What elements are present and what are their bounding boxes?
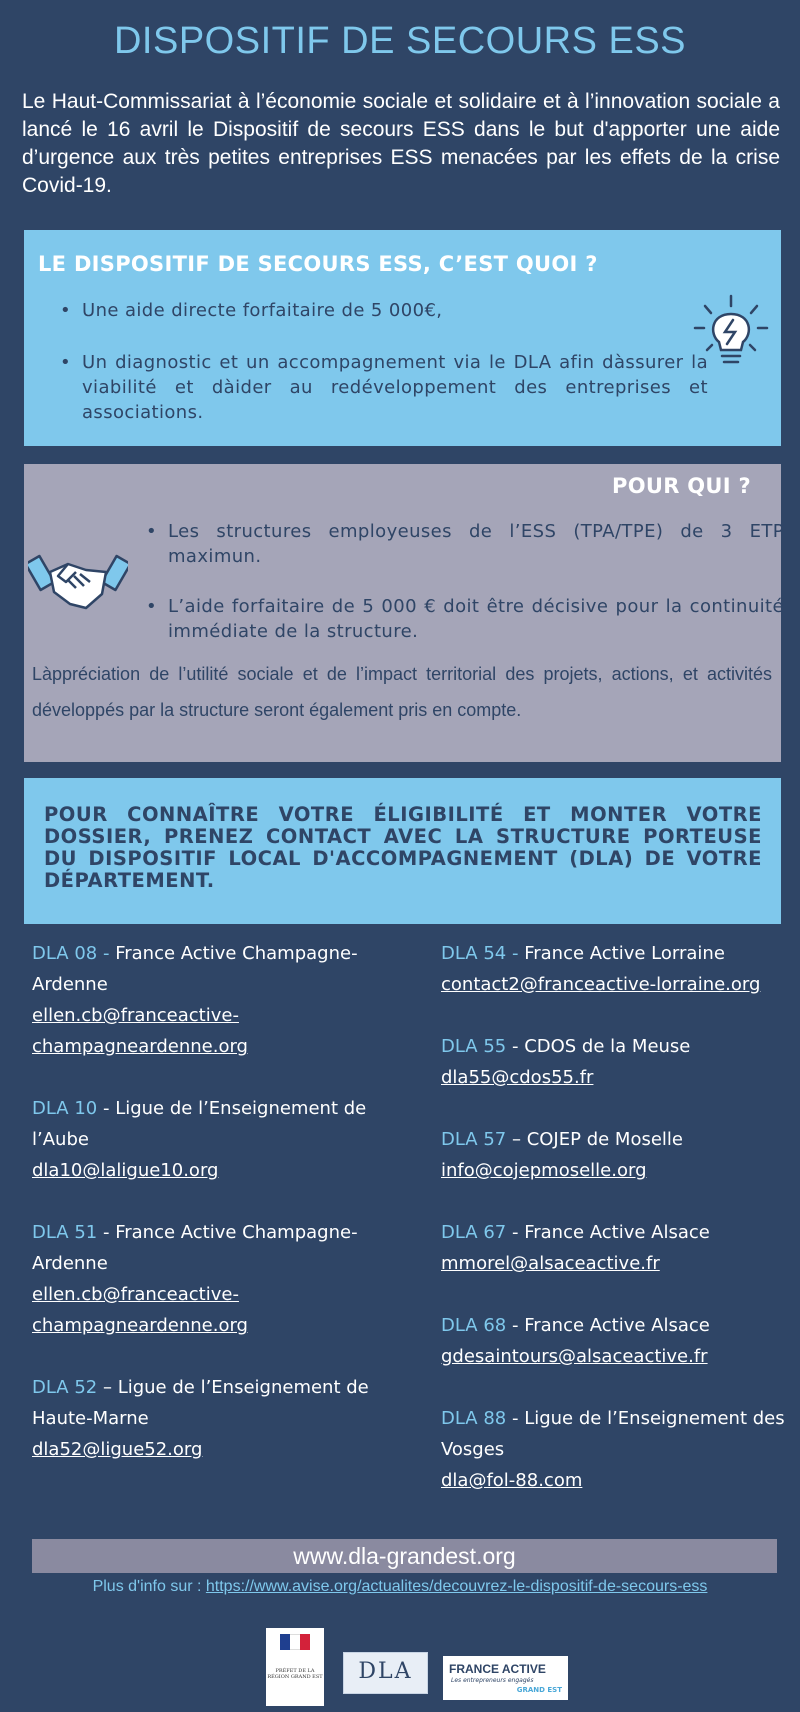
who-section [24, 464, 784, 762]
dla-name: – COJEP de Moselle [506, 1129, 683, 1150]
dla-code: DLA 67 [441, 1222, 507, 1243]
handshake-icon [28, 542, 128, 622]
dla-code: DLA 55 [441, 1036, 507, 1057]
email-link[interactable]: info@cojepmoselle.org [441, 1160, 647, 1181]
dla-code: DLA 88 [441, 1408, 507, 1429]
dla-name: – Ligue de l’Enseignement de Haute-Marne [32, 1377, 369, 1429]
what-bullet-2: • Un diagnostic et un accompagnement via le DLA afin dàssurer la viabilité et dàider au redéveloppement des entreprises et associations. [58, 350, 708, 425]
who-paragraph: Làppréciation de l’utilité sociale et de l’impact territorial des projets, actions, et activités développés par la structure seront également pris en compte. [32, 664, 772, 720]
email-link[interactable]: ellen.cb@franceactive-champagneardenne.org [32, 1005, 248, 1057]
cta-section [24, 778, 781, 924]
what-bullet-1: • Une aide directe forfaitaire de 5 000€, [58, 298, 708, 323]
dla-logo [343, 1652, 428, 1694]
email-link[interactable]: dla10@laligue10.org [32, 1160, 219, 1181]
france-active-logo [443, 1656, 568, 1700]
dla-name: - Ligue de l’Enseignement des Vosges [441, 1408, 785, 1460]
dla-code: DLA 68 [441, 1315, 507, 1336]
dla-name: - Ligue de l’Enseignement de l’Aube [32, 1098, 367, 1150]
email-link[interactable]: dla@fol-88.com [441, 1470, 583, 1491]
french-flag-icon [280, 1634, 310, 1650]
website-link[interactable]: www.dla-grandest.org [32, 1539, 777, 1573]
more-info [0, 1578, 800, 1596]
fa-region: GRAND EST [516, 1686, 562, 1694]
cta-text: POUR CONNAÎTRE VOTRE ÉLIGIBILITÉ ET MONTER VOTRE DOSSIER, PRENEZ CONTACT AVEC LA STRUCTURE PORTEUSE DU DISPOSITIF LOCAL D'ACCOMPAGNEMENT (DLA) DE VOTRE DÉPARTEMENT. [44, 803, 762, 892]
contact-entry [441, 1217, 791, 1279]
dla-code: DLA 54 - [441, 943, 519, 964]
email-link[interactable]: dla55@cdos55.fr [441, 1067, 594, 1088]
contact-entry [32, 1372, 402, 1465]
dla-logo-text: DLA [358, 1659, 413, 1684]
what-section [24, 230, 781, 446]
lightbulb-icon [691, 294, 771, 374]
who-bullet-2: • L’aide forfaitaire de 5 000 € doit être décisive pour la continuité immédiate de la structure. [144, 594, 784, 644]
contact-entry [441, 1310, 791, 1372]
dla-code: DLA 51 [32, 1222, 98, 1243]
dla-name: France Active Lorraine [518, 943, 725, 964]
page-title: DISPOSITIF DE SECOURS ESS [113, 20, 687, 62]
email-link[interactable]: ellen.cb@franceactive-champagneardenne.org [32, 1284, 248, 1336]
email-link[interactable]: contact2@franceactive-lorraine.org [441, 974, 761, 995]
dla-name: - CDOS de la Meuse [506, 1036, 691, 1057]
what-heading: LE DISPOSITIF DE SECOURS ESS, C’EST QUOI ? [38, 252, 598, 276]
contact-entry [441, 1031, 791, 1093]
more-info-link[interactable]: https://www.avise.org/actualites/decouvrez-le-dispositif-de-secours-ess [205, 1578, 708, 1595]
dla-code: DLA 52 [32, 1377, 98, 1398]
contacts-left-column [32, 938, 402, 1496]
who-heading: POUR QUI ? [612, 474, 751, 498]
email-link[interactable]: gdesaintours@alsaceactive.fr [441, 1346, 708, 1367]
dla-code: DLA 08 - [32, 943, 110, 964]
prefet-logo [266, 1628, 324, 1706]
contacts-right-column [441, 938, 791, 1527]
fa-title: FRANCE ACTIVE [449, 1662, 546, 1676]
dla-name: France Active Champagne-Ardenne [32, 943, 358, 995]
email-link[interactable]: dla52@ligue52.org [32, 1439, 203, 1460]
who-bullet-1: • Les structures employeuses de l’ESS (TPA/TPE) de 3 ETP maximun. [144, 519, 784, 569]
contact-entry [32, 938, 402, 1062]
dla-name: - France Active Champagne-Ardenne [32, 1222, 358, 1274]
contact-entry [441, 938, 791, 1000]
prefet-text: PRÉFET DE LA RÉGION GRAND EST [267, 1668, 323, 1680]
email-link[interactable]: mmorel@alsaceactive.fr [441, 1253, 660, 1274]
dla-name: - France Active Alsace [506, 1315, 710, 1336]
dla-code: DLA 10 [32, 1098, 98, 1119]
fa-sub: Les entrepreneurs engagés [451, 1677, 534, 1684]
contact-entry [32, 1217, 402, 1341]
more-info-label: Plus d'info sur : [92, 1578, 206, 1595]
contact-entry [441, 1124, 791, 1186]
intro-text: Le Haut-Commissariat à l’économie sociale et solidaire et à l’innovation sociale a lancé le 16 avril le Dispositif de secours ESS dans le but d'apporter une aide d’urgence aux très petites entreprises ESS menacées par les effets de la crise Covid-19. [22, 90, 780, 197]
contact-entry [441, 1403, 791, 1496]
dla-name: - France Active Alsace [506, 1222, 710, 1243]
contact-entry [32, 1093, 402, 1186]
dla-code: DLA 57 [441, 1129, 507, 1150]
